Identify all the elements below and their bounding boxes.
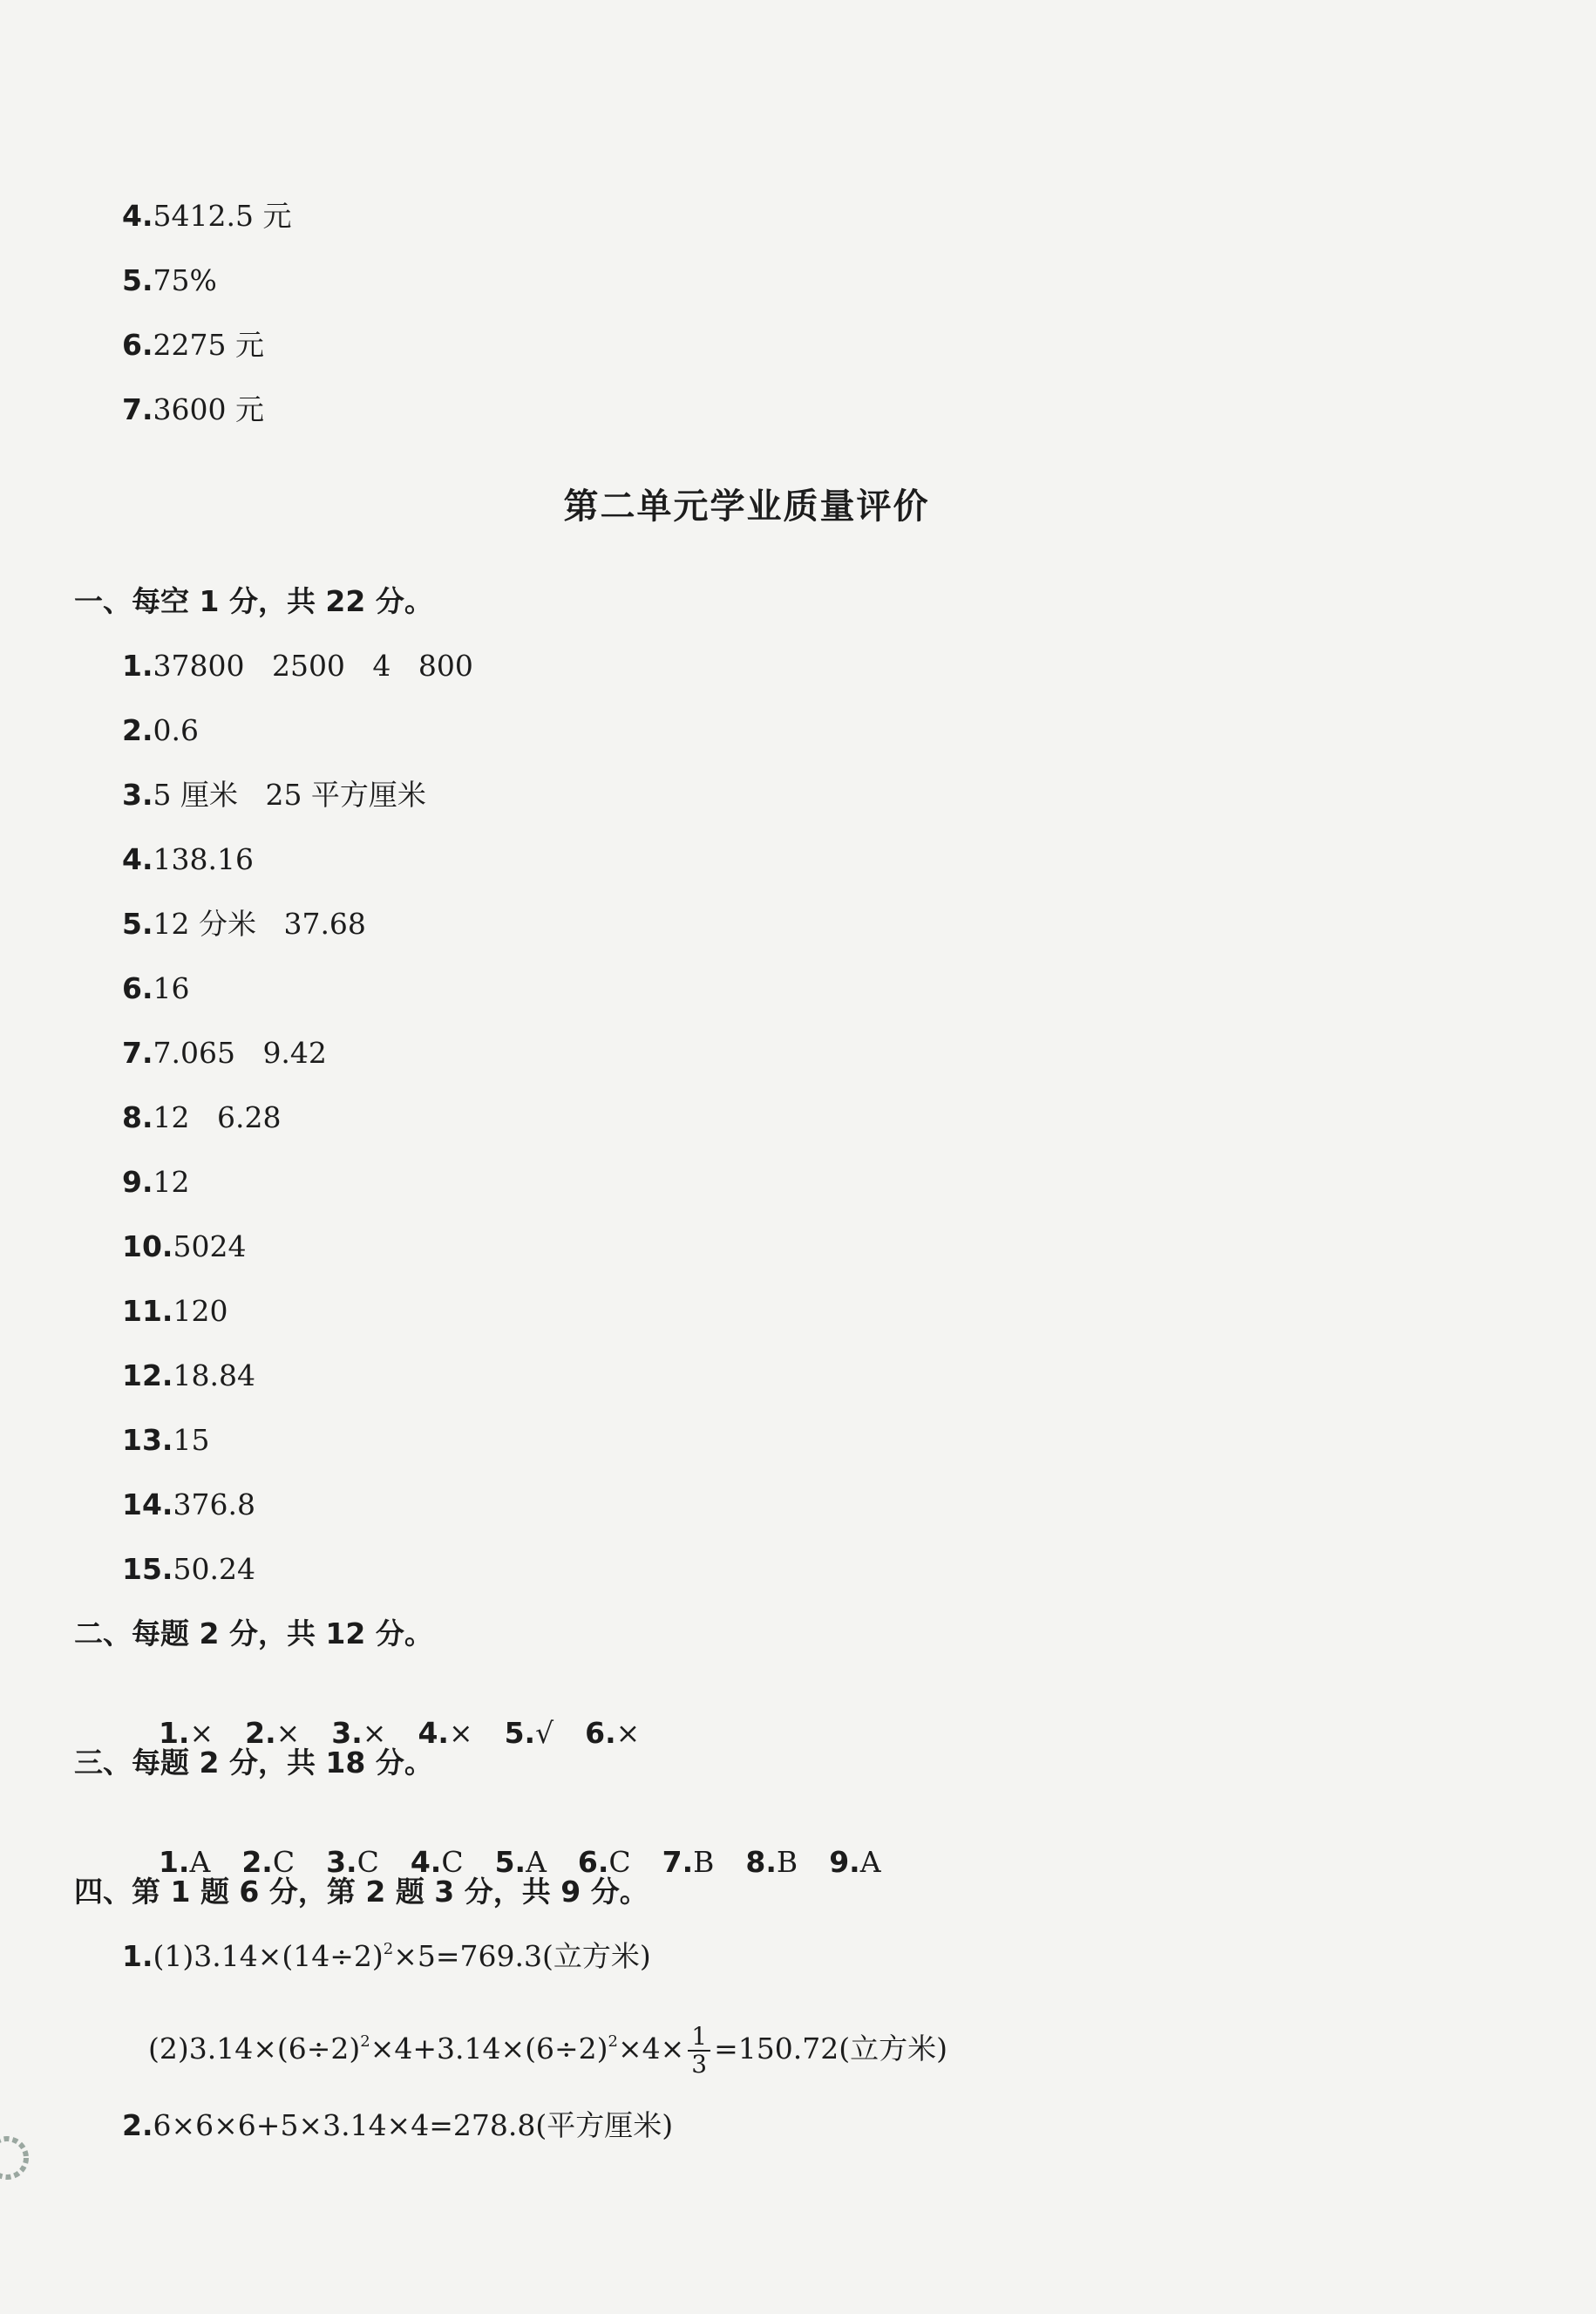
list-item: 2.× <box>245 1716 301 1750</box>
fraction: $\frac{1}{3}$ <box>688 2024 710 2078</box>
list-item: 6.2275 元 <box>122 328 264 362</box>
corner-ornament-icon <box>0 2127 35 2188</box>
list-item: 2.C <box>241 1845 295 1879</box>
list-item: 14.376.8 <box>122 1487 255 1521</box>
list-item: 6.C <box>577 1845 631 1879</box>
answer-row <box>122 1810 913 1879</box>
list-item: 8.12 6.28 <box>122 1100 282 1134</box>
list-item: 4.C <box>410 1845 464 1879</box>
list-item: 4.5412.5 元 <box>122 199 292 233</box>
list-item: 5.√ <box>504 1716 554 1750</box>
list-item: 6.16 <box>122 971 190 1005</box>
list-item: 2.0.6 <box>122 713 199 747</box>
list-item: 3.5 厘米 25 平方厘米 <box>122 778 426 812</box>
list-item: 7.7.065 9.42 <box>122 1036 327 1070</box>
list-item: 5.75% <box>122 263 217 297</box>
formula-line: $(2)3.14\times(6\div 2)^2\times 4+3.14\times(6\div 2)^2\times 4\times$ $\frac{1}{3}$ =150.72(立方米) <box>148 2022 947 2079</box>
list-item: 10.5024 <box>122 1229 247 1263</box>
section-heading: 一、每空 1 分，共 22 分。 <box>74 584 433 618</box>
list-item: 4.138.16 <box>122 842 254 876</box>
list-item: 1.37800 2500 4 800 <box>122 649 473 683</box>
list-item: 11.120 <box>122 1294 228 1328</box>
section-heading: 四、第 1 题 6 分，第 2 题 3 分，共 9 分。 <box>74 1875 649 1909</box>
list-item: 4.× <box>418 1716 473 1750</box>
list-item: 15.50.24 <box>122 1552 255 1586</box>
list-item: 5.12 分米 37.68 <box>122 907 366 941</box>
list-item: 2.6×6×6+5×3.14×4=278.8(平方厘米) <box>122 2108 674 2142</box>
list-item: 13.15 <box>122 1423 210 1457</box>
section-heading: 二、每题 2 分，共 12 分。 <box>74 1616 433 1650</box>
list-item: 7.3600 元 <box>122 392 264 426</box>
list-item: 6.× <box>585 1716 641 1750</box>
list-item: 3.× <box>331 1716 387 1750</box>
list-item: 1.× <box>158 1716 214 1750</box>
list-item: 9.A <box>829 1845 881 1879</box>
answer-row <box>122 1681 671 1750</box>
list-item: 12.18.84 <box>122 1358 255 1392</box>
section-heading: 三、每题 2 分，共 18 分。 <box>74 1746 433 1780</box>
page-title: 第二单元学业质量评价 <box>563 487 930 527</box>
list-item: $1.(1)3.14\times(14\div 2)^2\times 5=769.3$(立方米) <box>122 1939 651 1973</box>
list-item: 7.B <box>662 1845 715 1879</box>
list-item: 9.12 <box>122 1165 190 1199</box>
list-item: 1.A <box>158 1845 211 1879</box>
list-item: 5.A <box>494 1845 547 1879</box>
list-item: 3.C <box>326 1845 379 1879</box>
list-item: 8.B <box>745 1845 798 1879</box>
